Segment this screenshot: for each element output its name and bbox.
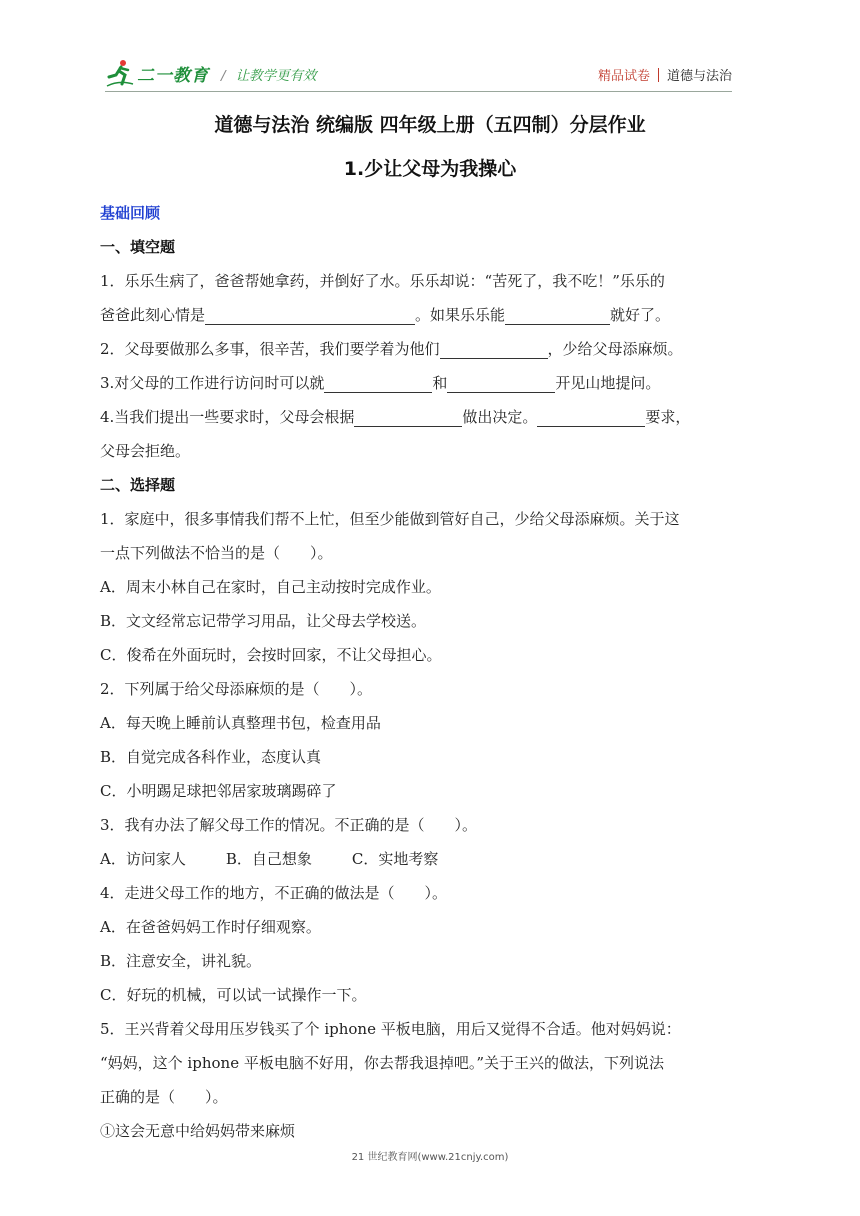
text: 开见山地提问。 [555, 374, 661, 392]
choice-q1-line1: 1．家庭中，很多事情我们帮不上忙，但至少能做到管好自己，少给父母添麻烦。关于这 [100, 510, 680, 528]
page-footer: 21 世纪教育网(www.21cnjy.com) [351, 1152, 509, 1163]
choice-q3-options [100, 842, 765, 876]
header-divider [658, 68, 659, 82]
slogan [221, 64, 317, 84]
choice-q5-line1: 5．王兴背着父母用压岁钱买了个 iphone 平板电脑，用后又觉得不合适。他对妈妈说： [100, 1020, 681, 1038]
choice-q3-option-b[interactable]: B．自己想象 [225, 850, 312, 868]
answer-blank[interactable] [505, 304, 610, 325]
choice-q4-option-a[interactable]: A．在爸爸妈妈工作时仔细观察。 [100, 918, 321, 936]
choice-q2-option-a[interactable]: A．每天晚上睡前认真整理书包，检查用品 [100, 714, 381, 732]
page-header [105, 56, 732, 94]
text: 。如果乐乐能 [415, 306, 506, 324]
logo [105, 56, 209, 90]
choice-q2-option-b[interactable]: B．自觉完成各科作业，态度认真 [100, 748, 322, 766]
slogan-divider: / [221, 68, 226, 84]
answer-blank[interactable] [447, 372, 555, 393]
text: 4.当我们提出一些要求时，父母会根据 [100, 408, 355, 426]
fill-q4-line2: 父母会拒绝。 [100, 442, 191, 460]
fill-q1-line1: 1．乐乐生病了，爸爸帮她拿药，并倒好了水。乐乐却说：“苦死了，我不吃！”乐乐的 [100, 272, 665, 290]
choice-q4-option-c[interactable]: C．好玩的机械，可以试一试操作一下。 [100, 986, 367, 1004]
choice-q1-option-b[interactable]: B．文文经常忘记带学习用品，让父母去学校送。 [100, 612, 427, 630]
choice-q3: 3．我有办法了解父母工作的情况。不正确的是（ ）。 [100, 816, 478, 834]
section-basic: 基础回顾 [100, 204, 161, 222]
text: 就好了。 [610, 306, 671, 324]
section-choice: 二、选择题 [100, 476, 176, 494]
fill-q1-line2 [100, 298, 765, 332]
paper-tag: 精品试卷 [597, 69, 650, 84]
logo-text: 二一教育 [137, 65, 209, 86]
choice-q4: 4．走进父母工作的地方，不正确的做法是（ ）。 [100, 884, 448, 902]
choice-q5-statement-1[interactable]: ①这会无意中给妈妈带来麻烦 [100, 1122, 296, 1140]
text: 爸爸此刻心情是 [100, 306, 206, 324]
choice-q3-option-c[interactable]: C．实地考察 [351, 850, 439, 868]
text: 做出决定。 [462, 408, 538, 426]
choice-q5-line3: 正确的是（ ）。 [100, 1088, 228, 1106]
slogan-text: 让教学更有效 [235, 68, 317, 84]
choice-q1-option-a[interactable]: A．周末小林自己在家时，自己主动按时完成作业。 [100, 578, 441, 596]
fill-q3 [100, 366, 765, 400]
answer-blank[interactable] [354, 406, 462, 427]
worksheet-body [100, 196, 765, 1148]
subject-label: 道德与法治 [666, 69, 732, 84]
text: 要求， [645, 408, 691, 426]
header-right [598, 65, 732, 84]
choice-q3-option-a[interactable]: A．访问家人 [100, 850, 186, 868]
section-fill: 一、填空题 [100, 238, 176, 256]
text: 3.对父母的工作进行访问时可以就 [100, 374, 325, 392]
choice-q1-line2: 一点下列做法不恰当的是（ ）。 [100, 544, 333, 562]
choice-q5-line2: “妈妈，这个 iphone 平板电脑不好用，你去帮我退掉吧。”关于王兴的做法，下列说法 [100, 1054, 665, 1072]
answer-blank[interactable] [440, 338, 548, 359]
lesson-title: 1.少让父母为我操心 [343, 158, 517, 180]
header-rule [105, 91, 732, 92]
fill-q4-line1 [100, 400, 765, 434]
runner-logo-icon [105, 58, 135, 88]
document-title: 道德与法治 统编版 四年级上册（五四制）分层作业 [214, 114, 646, 136]
choice-q2: 2．下列属于给父母添麻烦的是（ ）。 [100, 680, 373, 698]
choice-q1-option-c[interactable]: C．俊希在外面玩时，会按时回家，不让父母担心。 [100, 646, 442, 664]
text: 2．父母要做那么多事，很辛苦，我们要学着为他们 [100, 340, 440, 358]
answer-blank[interactable] [205, 304, 415, 325]
text: 和 [432, 374, 448, 392]
answer-blank[interactable] [324, 372, 432, 393]
fill-q2 [100, 332, 765, 366]
text: ，少给父母添麻烦。 [547, 340, 683, 358]
choice-q2-option-c[interactable]: C．小明踢足球把邻居家玻璃踢碎了 [100, 782, 337, 800]
answer-blank[interactable] [537, 406, 645, 427]
choice-q4-option-b[interactable]: B．注意安全，讲礼貌。 [100, 952, 262, 970]
